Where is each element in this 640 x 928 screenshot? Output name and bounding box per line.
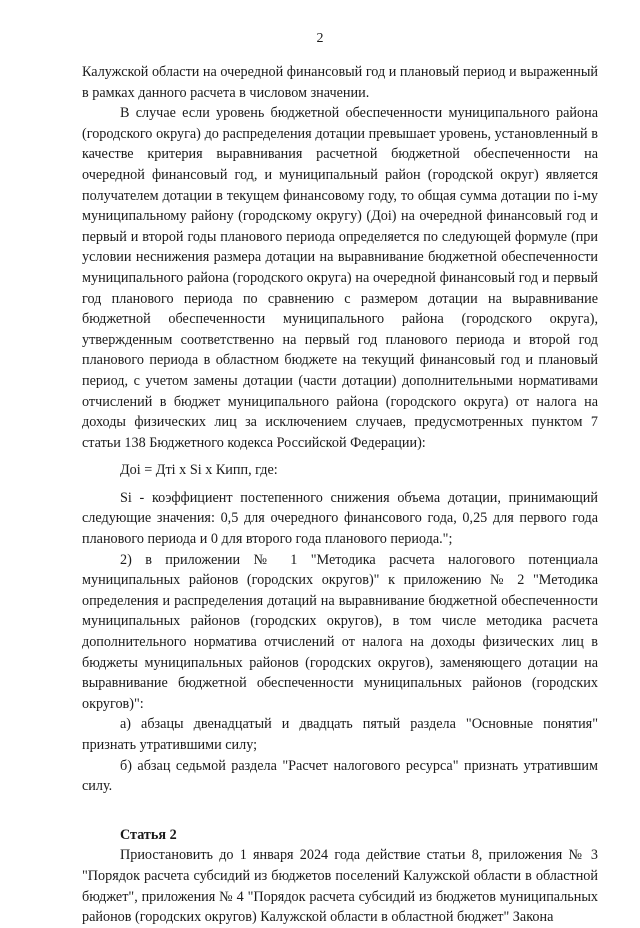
paragraph-item-a: а) абзацы двенадцатый и двадцать пятый раздела "Основные понятия" признать утратившими силу;: [82, 716, 598, 753]
paragraph-continuation: Калужской области на очередной финансовый год и плановый период и выраженный в рамках данного расчета в числовом значении.: [82, 64, 598, 101]
paragraph-appendix-1: 2) в приложении № 1 "Методика расчета налогового потенциала муниципальных районов (городских округов)" к приложению № 2 "Методика определения и распределения дотаций на выравнивание бюджетной обеспеченности муниципальных районов (городских округов), в том числе методика расчета дополнительного норматива отчислений от налога на доходы физических лиц в бюджеты муниципальных районов (городских округов), заменяющего дотации на выравнивание бюджетной обеспеченности муниципальных районов (городских округов)":: [82, 551, 598, 712]
spacer: [82, 797, 598, 825]
page-number: 2: [316, 31, 324, 46]
spacer: [82, 481, 598, 488]
paragraph-item-b: б) абзац седьмой раздела "Расчет налогового ресурса" признать утратившим силу.: [82, 757, 598, 795]
paragraph-coefficient-definition: Si - коэффициент постепенного снижения объема дотации, принимающий следующие значения: 0,5 для очередного финансового года, 0,25 для первого года планового периода и 0 для второго года планового периода.";: [82, 489, 598, 548]
paragraph-subsidy-condition: В случае если уровень бюджетной обеспеченности муниципального района (городского округа) до распределения дотации превышает уровень, установленный в качестве критерия выравнивания расчетной бюджетной обеспеченности на очередной финансовый год, и муниципальный район (городской округ) является получателем дотации в текущем финансовому году, то общая сумма дотации по i-му муниципальному району (городскому округу) (Доi) на очередной финансовый год и первый и второй годы планового периода определяется по следующей формуле (при условии неснижения размера дотации на выравнивание бюджетной обеспеченности муниципального района (городского округа) на очередной финансовый год и первый год планового периода по сравнению с размером дотации на выравнивание бюджетной обеспеченности муниципального района (городского округа), утвержденным соответственно на первый год планового периода и второй год планового периода в областном бюджете на текущий финансовый год и плановый период, с учетом замены дотации (части дотации) дополнительными нормативами отчислений в бюджет муниципального района (городского округа) от налога на доходы физических лиц за исключением случаев, предусмотренных пунктом 7 статьи 138 Бюджетного кодекса Российской Федерации):: [82, 105, 598, 451]
spacer: [82, 453, 598, 460]
article-heading: Статья 2: [120, 826, 177, 843]
document-body: [82, 62, 598, 928]
formula-line: Доi = Дтi x Si x Кипп, где:: [120, 462, 278, 479]
article-2-paragraph: Приостановить до 1 января 2024 года действие статьи 8, приложения № 3 "Порядок расчета субсидий из бюджетов поселений Калужской области в областной бюджет", приложения № 4 "Порядок расчета субсидий из бюджетов муниципальных районов (городских округов) Калужской области в областной бюджет" Закона: [82, 847, 598, 926]
